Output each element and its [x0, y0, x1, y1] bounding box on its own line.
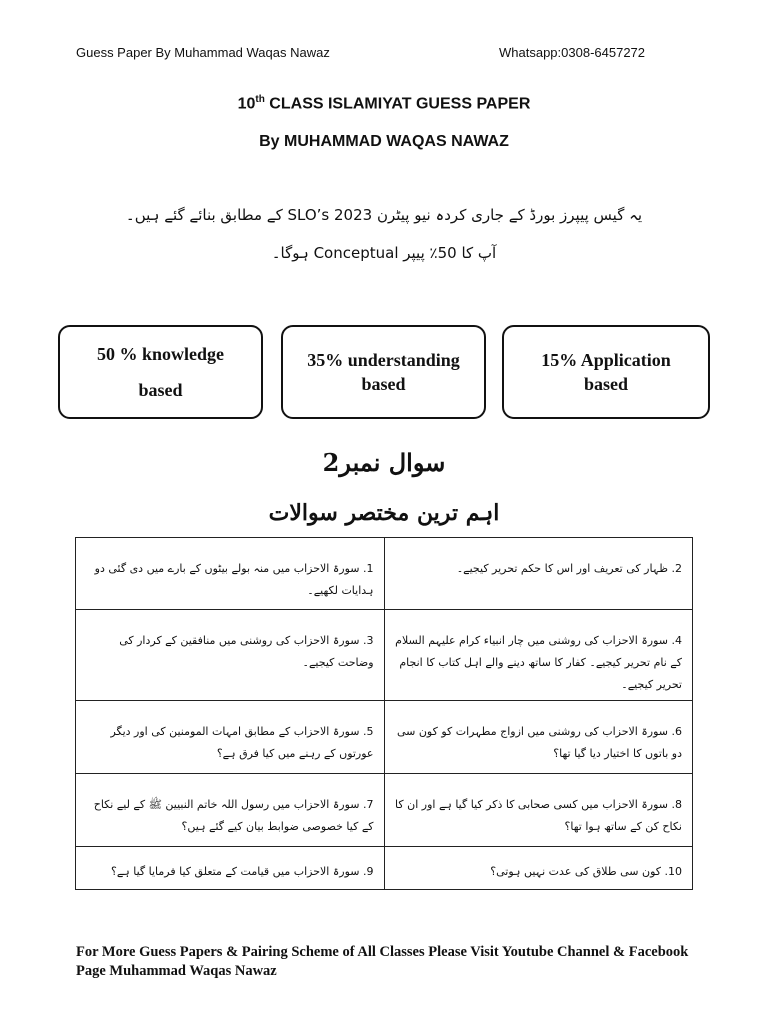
section-subtitle: اہم ترین مختصر سوالات [268, 500, 500, 526]
header-whatsapp-text: Whatsapp:0308-6457272 [499, 45, 646, 60]
question-6: 6. سورۃ الاحزاب کی روشنی میں ازواج مطہرات کو کون سی دو باتوں کا اختیار دیا گیا تھا؟ [384, 701, 693, 774]
intro-line-1: یہ گیس پیپرز بورڈ کے جاری کردہ نیو پیٹرن SLO’s 2023 کے مطابق بنائے گئے ہیں۔ [125, 206, 643, 224]
knowledge-box-line2: based [138, 380, 183, 400]
application-box-line1: 15% Application [541, 350, 671, 370]
application-box-line2: based [583, 374, 628, 394]
title-class-rest: CLASS ISLAMIYAT GUESS PAPER [264, 95, 531, 113]
question-4: 4. سورۃ الاحزاب کی روشنی میں چار انبیاء کرام علیہم السلام کے نام تحریر کیجیے۔ کفار کا ساتھ دینے والے اہل کتاب کا انجام تحریر کیجیے۔ [384, 610, 693, 701]
application-box [502, 325, 710, 419]
intro-line-2: آپ کا 50٪ پیپر Conceptual ہوگا۔ [271, 244, 497, 262]
table-row [76, 610, 693, 701]
question-7: 7. سورۃ الاحزاب میں رسول اللہ خاتم النبیین ﷺ کے لیے نکاح کے کیا خصوصی ضوابط بیان کیے گئے ہیں؟ [76, 774, 385, 847]
author-line: By MUHAMMAD WAQAS NAWAZ [259, 133, 509, 150]
section-title: سوال نمبر2 [322, 448, 446, 477]
header-left-text: Guess Paper By Muhammad Waqas Nawaz [76, 45, 330, 60]
page-title [0, 94, 768, 113]
understanding-box-line2: based [361, 374, 406, 394]
question-10: 10. کون سی طلاق کی عدت نہیں ہوتی؟ [384, 847, 693, 890]
question-5: 5. سورۃ الاحزاب کے مطابق امہات المومنین کی اور دیگر عورتوں کے رہنے میں کیا فرق ہے؟ [76, 701, 385, 774]
table-row [76, 538, 693, 610]
knowledge-box-line1: 50 % knowledge [96, 344, 224, 364]
question-3: 3. سورۃ الاحزاب کی روشنی میں منافقین کے کردار کی وضاحت کیجیے۔ [76, 610, 385, 701]
understanding-box [281, 325, 486, 419]
table-row [76, 847, 693, 890]
table-row [76, 774, 693, 847]
question-1: 1. سورۃ الاحزاب میں منہ بولے بیٹوں کے بارے میں دی گئی دو ہدایات لکھیے۔ [76, 538, 385, 610]
title-superscript: th [255, 94, 265, 105]
question-2: 2. ظہار کی تعریف اور اس کا حکم تحریر کیجیے۔ [384, 538, 693, 610]
footer-text: For More Guess Papers & Pairing Scheme of All Classes Please Visit Youtube Channel & Facebook Page Muhammad Waqas Nawaz [76, 944, 689, 979]
question-9: 9. سورۃ الاحزاب میں قیامت کے متعلق کیا فرمایا گیا ہے؟ [76, 847, 385, 890]
title-class-number: 10 [237, 95, 256, 113]
question-8: 8. سورۃ الاحزاب میں کسی صحابی کا ذکر کیا گیا ہے اور ان کا نکاح کن کے ساتھ ہوا تھا؟ [384, 774, 693, 847]
knowledge-box [58, 325, 263, 419]
table-row [76, 701, 693, 774]
questions-table [75, 537, 693, 890]
understanding-box-line1: 35% understanding [307, 350, 460, 370]
